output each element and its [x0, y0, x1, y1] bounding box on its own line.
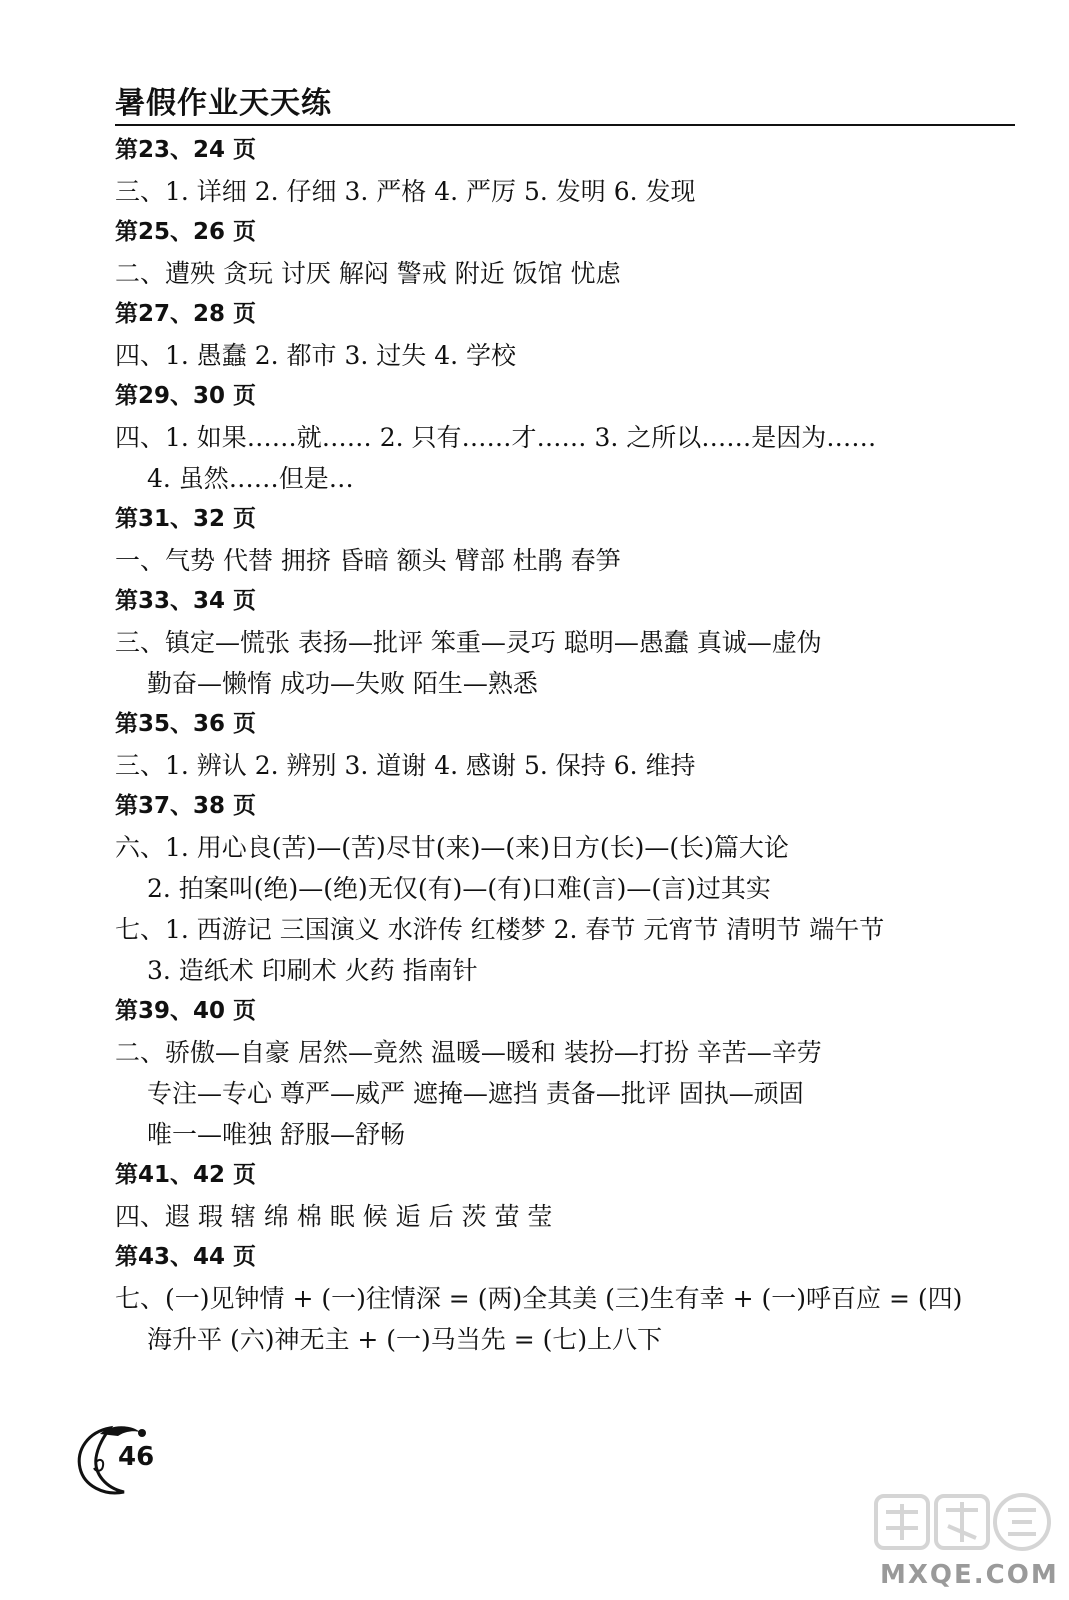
answer-line: 七、(一)见钟情 + (一)往情深 = (两)全其美 (三)生有幸 + (一)呼百应 = (四): [115, 1284, 963, 1313]
answer-line-continued: 2. 拍案叫(绝)—(绝)无仅(有)—(有)口难(言)—(言)过其实: [147, 874, 771, 903]
answer-line-continued: 3. 造纸术 印刷术 火药 指南针: [147, 956, 478, 985]
page-heading: 第27、28 页: [115, 301, 257, 327]
watermark-text: MXQE.COM: [880, 1560, 1059, 1590]
answer-line-continued: 唯一—唯独 舒服—舒畅: [147, 1120, 405, 1149]
answer-line: 六、1. 用心良(苦)—(苦)尽甘(来)—(来)日方(长)—(长)篇大论: [115, 833, 789, 862]
book-title: 暑假作业天天练: [115, 86, 332, 121]
answer-line: 四、遐 瑕 辖 绵 棉 眠 候 逅 后 茨 萤 莹: [115, 1202, 553, 1231]
answer-line-continued: 勤奋—懒惰 成功—失败 陌生—熟悉: [147, 669, 538, 698]
page-number: 46: [118, 1442, 155, 1472]
answer-line-continued: 海升平 (六)神无主 + (一)马当先 = (七)上八下: [147, 1325, 663, 1354]
answer-line: 七、1. 西游记 三国演义 水浒传 红楼梦 2. 春节 元宵节 清明节 端午节: [115, 915, 885, 944]
page-heading: 第31、32 页: [115, 506, 257, 532]
page-heading: 第35、36 页: [115, 711, 257, 737]
answer-line: 二、骄傲—自豪 居然—竟然 温暖—暖和 装扮—打扮 辛苦—辛劳: [115, 1038, 822, 1067]
answer-line-continued: 4. 虽然……但是…: [147, 464, 354, 493]
page-heading: 第33、34 页: [115, 588, 257, 614]
page-heading: 第41、42 页: [115, 1162, 257, 1188]
answer-line-continued: 专注—专心 尊严—威严 遮掩—遮挡 责备—批评 固执—顽固: [147, 1079, 804, 1108]
page-heading: 第39、40 页: [115, 998, 257, 1024]
answer-line: 二、遭殃 贪玩 讨厌 解闷 警戒 附近 饭馆 忧虑: [115, 259, 621, 288]
answer-line: 一、气势 代替 拥挤 昏暗 额头 臂部 杜鹃 春笋: [115, 546, 621, 575]
page-heading: 第23、24 页: [115, 137, 257, 163]
page-heading: 第37、38 页: [115, 793, 257, 819]
header-rule: [115, 124, 1015, 126]
answer-line: 四、1. 如果……就…… 2. 只有……才…… 3. 之所以……是因为……: [115, 423, 877, 452]
page-heading: 第43、44 页: [115, 1244, 257, 1270]
page-heading: 第29、30 页: [115, 383, 257, 409]
answer-line: 三、镇定—慌张 表扬—批评 笨重—灵巧 聪明—愚蠢 真诚—虚伪: [115, 628, 822, 657]
answer-line: 三、1. 辨认 2. 辨别 3. 道谢 4. 感谢 5. 保持 6. 维持: [115, 751, 696, 780]
answer-line: 四、1. 愚蠢 2. 都市 3. 过失 4. 学校: [115, 341, 517, 370]
page-heading: 第25、26 页: [115, 219, 257, 245]
answer-list: [115, 130, 1020, 1360]
answer-line: 三、1. 详细 2. 仔细 3. 严格 4. 严厉 5. 发明 6. 发现: [115, 177, 696, 206]
